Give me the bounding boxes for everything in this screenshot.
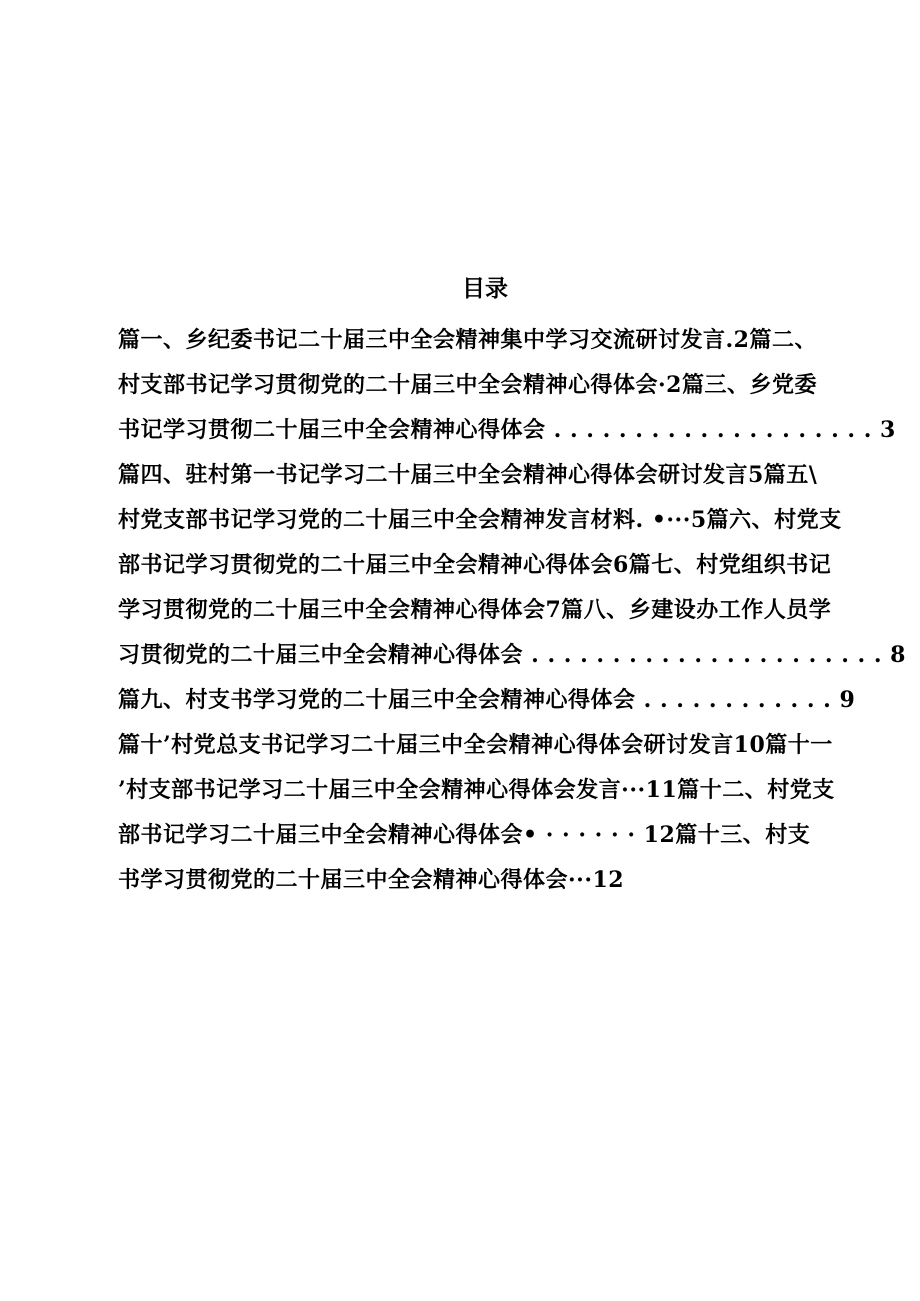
- toc-line: 书记学习贯彻二十届三中全会精神心得体会 . . . . . . . . . . . . . . . . . . . . 3: [118, 417, 896, 443]
- toc-line: 部书记学习贯彻党的二十届三中全会精神心得体会6篇七、村党组织书记: [118, 552, 832, 578]
- toc-line: 篇四、驻村第一书记学习二十届三中全会精神心得体会研讨发言5篇五\: [118, 462, 818, 488]
- toc-line: 书学习贯彻党的二十届三中全会精神心得体会···12: [118, 867, 625, 893]
- toc-line: 篇一、乡纪委书记二十届三中全会精神集中学习交流研讨发言.2篇二、: [118, 327, 817, 353]
- toc-line: 篇九、村支书学习党的二十届三中全会精神心得体会 . . . . . . . . . . . . 9: [118, 687, 856, 713]
- toc-body: [118, 318, 906, 903]
- toc-line: ’村支部书记学习二十届三中全会精神心得体会发言···11篇十二、村党支: [118, 777, 835, 803]
- toc-line: 篇十’村党总支书记学习二十届三中全会精神心得体会研讨发言10篇十一: [118, 732, 833, 758]
- toc-line: 习贯彻党的二十届三中全会精神心得体会 . . . . . . . . . . . . . . . . . . . . . . 8: [118, 642, 906, 668]
- toc-line: 村党支部书记学习党的二十届三中全会精神发言材料. •···5篇六、村党支: [118, 507, 842, 533]
- toc-title: 目录: [462, 275, 508, 302]
- toc-line: 部书记学习二十届三中全会精神心得体会• · · · · · · 12篇十三、村支: [118, 822, 811, 848]
- toc-line: 学习贯彻党的二十届三中全会精神心得体会7篇八、乡建设办工作人员学: [118, 597, 832, 623]
- toc-line: 村支部书记学习贯彻党的二十届三中全会精神心得体会·2篇三、乡党委: [118, 372, 817, 398]
